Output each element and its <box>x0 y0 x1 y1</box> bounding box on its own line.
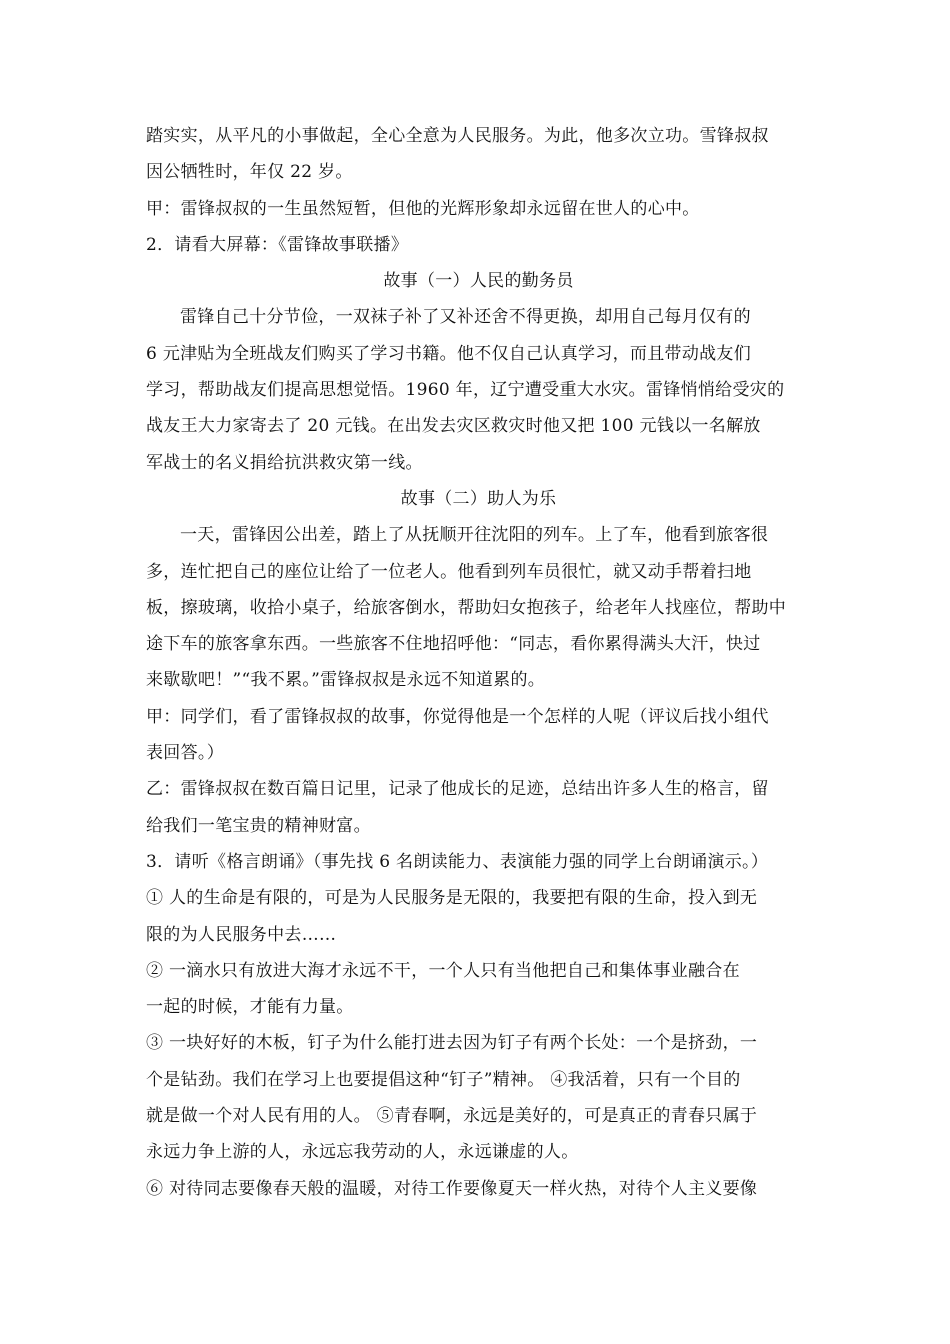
text-line: 限的为人民服务中去…… <box>146 924 337 945</box>
text-line: 甲：同学们，看了雷锋叔叔的故事，你觉得他是一个怎样的人呢（评议后找小组代 <box>146 706 769 727</box>
text-line: 一天，雷锋因公出差，踏上了从抚顺开往沈阳的列车。上了车，他看到旅客很 <box>180 525 769 546</box>
text-line: 军战士的名义捐给抗洪救灾第一线。 <box>146 452 423 473</box>
text-line: 战友王大力家寄去了 20 元钱。在出发去灾区救灾时他又把 100 元钱以一名解放 <box>146 416 761 437</box>
text-line: 来歇歇吧！”“我不累。”雷锋叔叔是永远不知道累的。 <box>146 670 546 691</box>
text-line: 永远力争上游的人，永远忘我劳动的人，永远谦虚的人。 <box>146 1142 579 1163</box>
text-line: 乙：雷锋叔叔在数百篇日记里，记录了他成长的足迹，总结出许多人生的格言，留 <box>146 779 769 800</box>
story-title: 故事（二）助人为乐 <box>400 488 557 509</box>
text-line: 雷锋自己十分节俭，一双袜子补了又补还舍不得更换，却用自己每月仅有的 <box>180 307 751 328</box>
text-line: 因公牺牲时，年仅 22 岁。 <box>146 162 353 183</box>
section-heading: 2．请看大屏幕：《雷锋故事联播》 <box>146 234 409 255</box>
motto-item: ① 人的生命是有限的，可是为人民服务是无限的，我要把有限的生命，投入到无 <box>146 888 758 909</box>
motto-item: ② 一滴水只有放进大海才永远不干，一个人只有当他把自己和集体事业融合在 <box>146 960 740 981</box>
text-line: 6 元津贴为全班战友们购买了学习书籍。他不仅自己认真学习，而且带动战友们 <box>146 343 752 364</box>
text-line: 途下车的旅客拿东西。一些旅客不住地招呼他：“同志，看你累得满头大汗，快过 <box>146 634 761 655</box>
document-page <box>146 118 811 1207</box>
text-line: 给我们一笔宝贵的精神财富。 <box>146 815 371 836</box>
story-title: 故事（一）人民的勤务员 <box>383 271 574 292</box>
text-line: 甲：雷锋叔叔的一生虽然短暂，但他的光辉形象却永远留在世人的心中。 <box>146 198 700 219</box>
text-line: 板，擦玻璃，收拾小桌子，给旅客倒水，帮助妇女抱孩子，给老年人找座位，帮助中 <box>146 597 787 618</box>
text-line: 踏实实，从平凡的小事做起，全心全意为人民服务。为此，他多次立功。雪锋叔叔 <box>146 126 769 146</box>
text-line: 多，连忙把自己的座位让给了一位老人。他看到列车员很忙，就又动手帮着扫地 <box>146 561 752 582</box>
text-line: 一起的时候，才能有力量。 <box>146 997 354 1018</box>
text-line: 表回答。） <box>146 743 224 764</box>
text-line: 学习，帮助战友们提高思想觉悟。1960 年，辽宁遭受重大水灾。雷锋悄悄给受灾的 <box>146 380 785 401</box>
motto-item: ③ 一块好好的木板，钉子为什么能打进去因为钉子有两个长处：一个是挤劲，一 <box>146 1033 758 1054</box>
section-heading: 3．请听《格言朗诵》（事先找 6 名朗读能力、表演能力强的同学上台朗诵演示。） <box>146 851 769 872</box>
text-line: 个是钻劲。我们在学习上也要提倡这种“钉子”精神。 ④我活着，只有一个目的 <box>146 1069 741 1090</box>
text-line: 就是做一个对人民有用的人。 ⑤青春啊，永远是美好的，可是真正的青春只属于 <box>146 1106 758 1127</box>
motto-item: ⑥ 对待同志要像春天般的温暖，对待工作要像夏天一样火热，对待个人主义要像 <box>146 1178 758 1199</box>
